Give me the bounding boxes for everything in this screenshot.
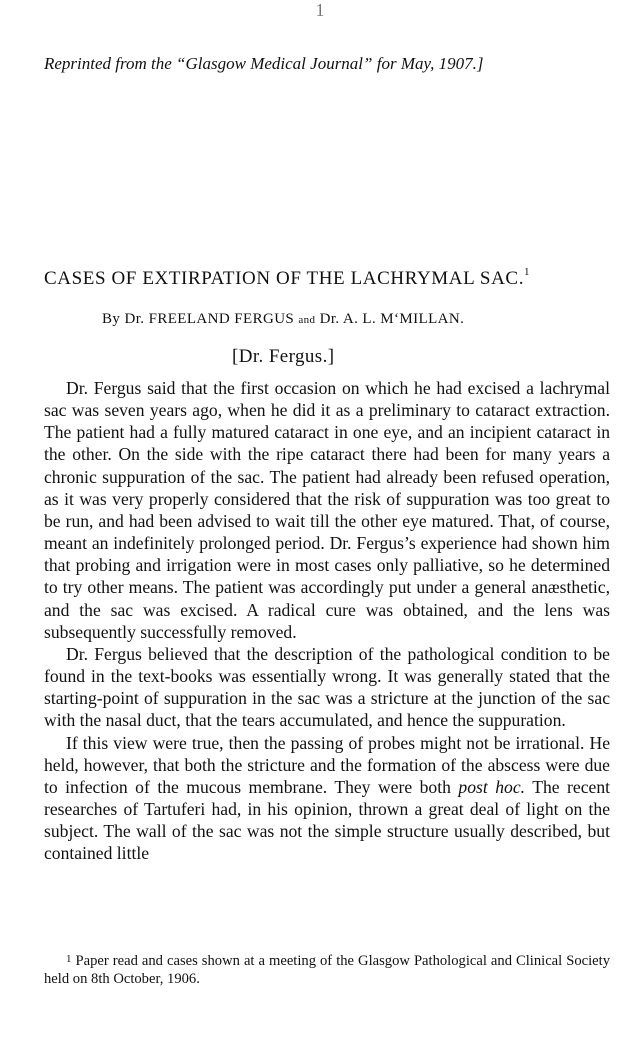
- paragraph-text-continued: The recent researches of Tartuferi had, in his opinion, thrown a great deal of light on the subject. The wall of the sac was not the simple structure usually described, but contained little: [44, 776, 611, 864]
- paragraph-text: If this view were true, then the passing of probes might not be irrational. He held, however, that both the stricture and the formation of the abscess were due to infection of the mucous membrane. They were both: [44, 732, 610, 797]
- emphasized-phrase: post hoc.: [458, 776, 526, 797]
- footnote-reference[interactable]: 1: [524, 266, 531, 278]
- author-by: By: [102, 311, 121, 327]
- section-heading: [Dr. Fergus.]: [232, 346, 335, 367]
- paragraph-text: Dr. Fergus said that the first occasion on which he had excised a lachrymal sac was seven years ago, when he did it as a preliminary to cataract extraction. The patient had a fully matured cataract in one eye, and an incipient cataract in the other. On the side with the ripe cataract there had been for many years a chronic suppuration of the sac. The patient had already been refused operation, as it was very properly considered that the risk of suppuration was too great to be run, and had been advised to wait till the other eye matured. That, of course, meant an indefinitely prolonged period. Dr. Fergus’s experience had shown him that probing and irrigation were in most cases only palliative, so he determined to try other means. The patient was accordingly put under a general anæsthetic, and the sac was excised. A radical cure was obtained, and the lens was subsequently successfully removed.: [44, 378, 610, 642]
- author-2-title: Dr.: [319, 311, 340, 327]
- article-title-text: CASES OF EXTIRPATION OF THE LACHRYMAL SAC.: [44, 268, 525, 289]
- footnote-text: Paper read and cases shown at a meeting of the Glasgow Pathological and Clinical Society held on 8th October, 1906.: [44, 953, 611, 987]
- article-body: [44, 377, 610, 864]
- footnote-mark: 1: [66, 953, 72, 965]
- paragraph: [44, 732, 610, 865]
- paragraph: [44, 377, 610, 643]
- paragraph-text: Dr. Fergus believed that the description of the pathological condition to be found in the text-books was essentially wrong. It was generally stated that the starting-point of suppuration in the sac was a stricture at the junction of the sac with the nasal duct, that the tears accumulated, and hence the suppuration.: [44, 643, 610, 731]
- article-title: [44, 268, 604, 290]
- paragraph: [44, 643, 610, 732]
- author-line: [102, 311, 464, 328]
- author-1-name: FREELAND FERGUS: [148, 311, 295, 327]
- author-and: and: [298, 314, 316, 326]
- footnote: [44, 952, 610, 988]
- author-2-name: A. L. M‘MILLAN.: [342, 311, 465, 327]
- page-number: 1: [315, 0, 325, 20]
- author-1-title: Dr.: [124, 311, 145, 327]
- reprint-notice: Reprinted from the “Glasgow Medical Journal” for May, 1907.]: [44, 54, 484, 73]
- footnote-paragraph: [44, 952, 610, 988]
